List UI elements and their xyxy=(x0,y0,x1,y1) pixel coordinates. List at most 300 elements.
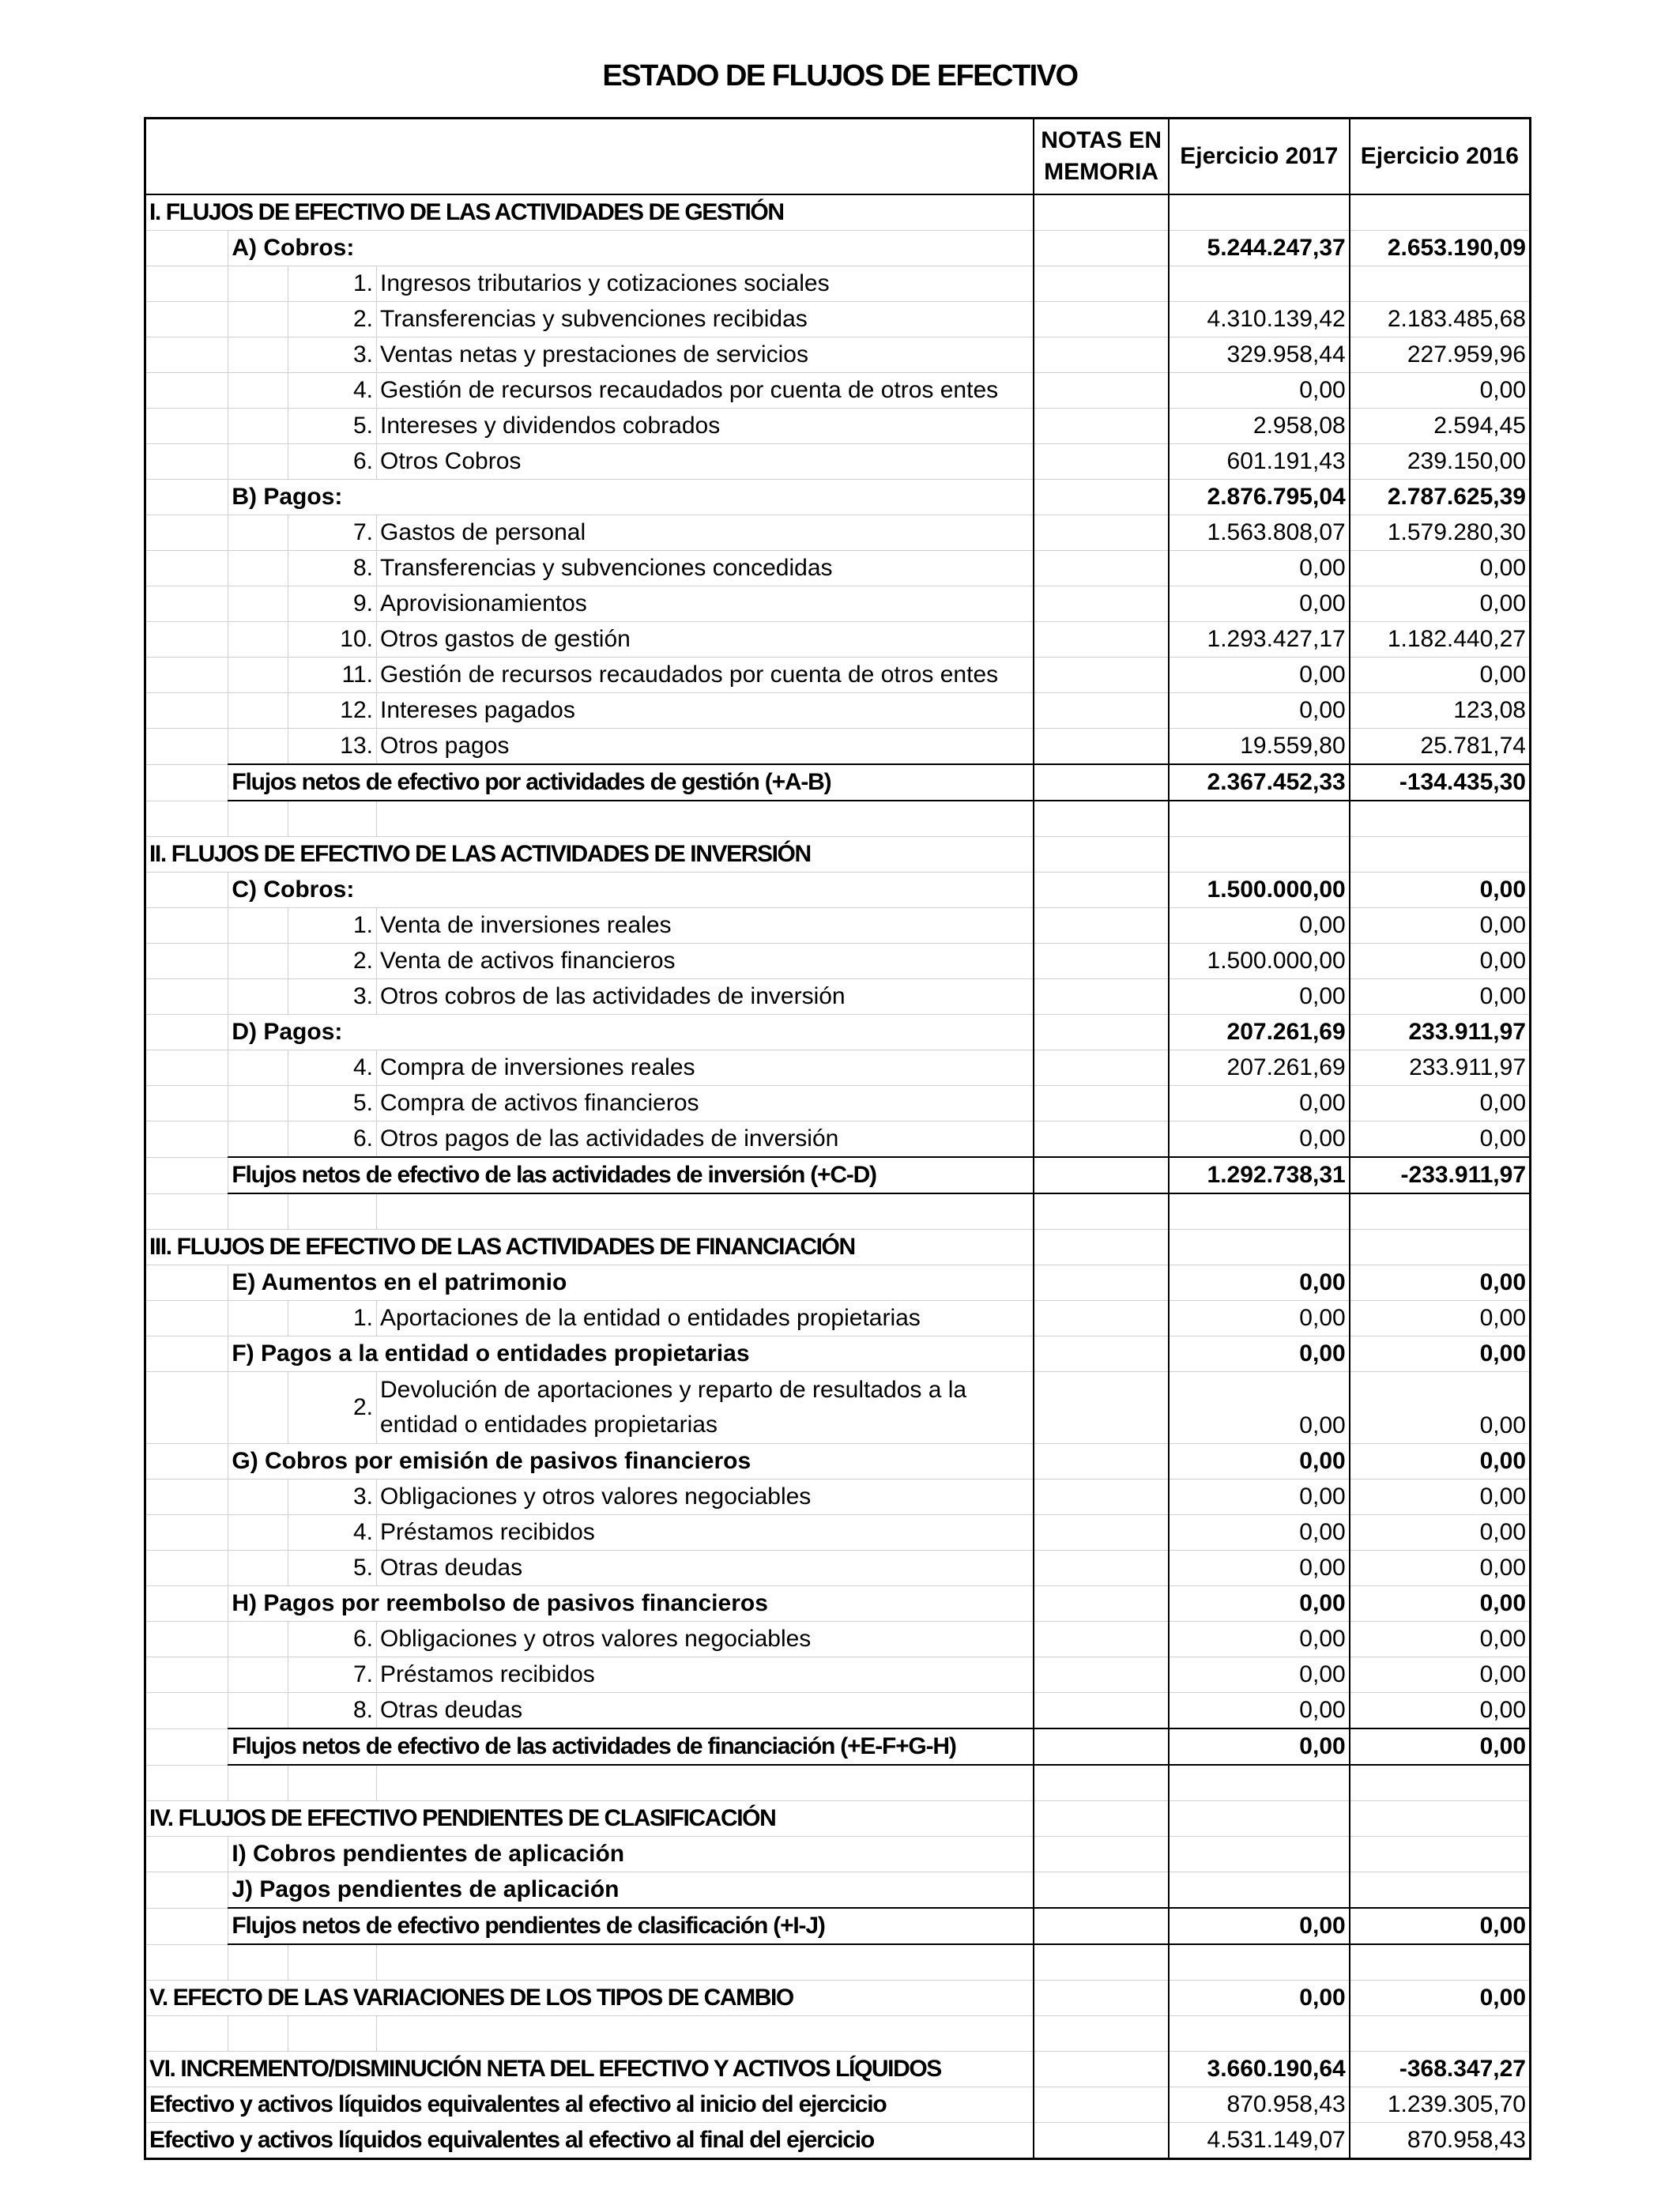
item-label: Aprovisionamientos xyxy=(376,586,1034,622)
value-2016 xyxy=(1350,1193,1531,1230)
total-label: Flujos netos de efectivo por actividades de gestión (+A-B) xyxy=(228,764,1034,801)
notas-cell xyxy=(1034,1657,1169,1693)
value-2017: 0,00 xyxy=(1169,1301,1350,1336)
notas-cell xyxy=(1034,266,1169,302)
indent-cell xyxy=(228,1050,288,1086)
table-row xyxy=(145,1157,1531,1193)
item-number: 1. xyxy=(288,266,376,302)
blank-cell xyxy=(376,801,1034,837)
indent-cell xyxy=(145,1301,228,1336)
table-row xyxy=(145,1515,1531,1551)
table-row xyxy=(145,480,1531,515)
table-row xyxy=(145,1908,1531,1944)
blank-cell xyxy=(145,1765,228,1801)
value-2016 xyxy=(1350,1801,1531,1837)
value-2016: 0,00 xyxy=(1350,1908,1531,1944)
indent-cell xyxy=(145,1872,228,1909)
indent-cell xyxy=(228,1551,288,1586)
value-2017 xyxy=(1169,801,1350,837)
value-2016: -134.435,30 xyxy=(1350,764,1531,801)
table-row xyxy=(145,1728,1531,1765)
value-2017 xyxy=(1169,1765,1350,1801)
section-heading: I. FLUJOS DE EFECTIVO DE LAS ACTIVIDADES DE GESTIÓN xyxy=(145,194,1034,231)
value-2017: 19.559,80 xyxy=(1169,729,1350,765)
group-label: I) Cobros pendientes de aplicación xyxy=(228,1837,1034,1872)
indent-cell xyxy=(145,693,228,729)
indent-cell xyxy=(228,266,288,302)
notas-cell xyxy=(1034,1193,1169,1230)
blank-cell xyxy=(228,801,288,837)
item-number: 12. xyxy=(288,693,376,729)
item-label: Gestión de recursos recaudados por cuenta de otros entes xyxy=(376,373,1034,409)
blank-cell xyxy=(145,801,228,837)
value-2016: 0,00 xyxy=(1350,1515,1531,1551)
table-row xyxy=(145,194,1531,231)
value-2017 xyxy=(1169,1944,1350,1981)
item-label: Ventas netas y prestaciones de servicios xyxy=(376,337,1034,373)
item-number: 10. xyxy=(288,622,376,658)
indent-cell xyxy=(145,1086,228,1122)
value-2016: 0,00 xyxy=(1350,1372,1531,1444)
value-2016: 2.594,45 xyxy=(1350,409,1531,444)
table-row xyxy=(145,586,1531,622)
table-row xyxy=(145,1015,1531,1050)
value-2016 xyxy=(1350,837,1531,873)
value-2017: 1.292.738,31 xyxy=(1169,1157,1350,1193)
item-number: 3. xyxy=(288,1480,376,1515)
indent-cell xyxy=(228,1301,288,1336)
item-label: Gastos de personal xyxy=(376,515,1034,551)
notas-cell xyxy=(1034,1765,1169,1801)
blank-cell xyxy=(376,1765,1034,1801)
table-row xyxy=(145,1086,1531,1122)
total-label: Flujos netos de efectivo de las actividades de financiación (+E-F+G-H) xyxy=(228,1728,1034,1765)
indent-cell xyxy=(145,944,228,979)
page-title: ESTADO DE FLUJOS DE EFECTIVO xyxy=(602,59,1078,92)
value-2016: 2.787.625,39 xyxy=(1350,480,1531,515)
group-label: C) Cobros: xyxy=(228,873,1034,908)
value-2017: 1.500.000,00 xyxy=(1169,944,1350,979)
table-body xyxy=(145,194,1531,2159)
value-2017: 0,00 xyxy=(1169,373,1350,409)
item-number: 2. xyxy=(288,302,376,337)
table-row xyxy=(145,1301,1531,1336)
table-row xyxy=(145,1981,1531,2016)
table-row xyxy=(145,873,1531,908)
table-row xyxy=(145,1801,1531,1837)
item-number: 3. xyxy=(288,337,376,373)
item-label: Préstamos recibidos xyxy=(376,1657,1034,1693)
value-2017: 4.310.139,42 xyxy=(1169,302,1350,337)
section-heading: V. EFECTO DE LAS VARIACIONES DE LOS TIPOS DE CAMBIO xyxy=(145,1981,1034,2016)
value-2017 xyxy=(1169,1837,1350,1872)
indent-cell xyxy=(228,729,288,765)
value-2017: 0,00 xyxy=(1169,1586,1350,1622)
table-row xyxy=(145,1551,1531,1586)
header-row xyxy=(145,119,1531,195)
notas-cell xyxy=(1034,1728,1169,1765)
notas-cell xyxy=(1034,337,1169,373)
value-2017: 870.958,43 xyxy=(1169,2087,1350,2123)
indent-cell xyxy=(145,1265,228,1301)
item-number: 5. xyxy=(288,1551,376,1586)
value-2016: 233.911,97 xyxy=(1350,1015,1531,1050)
value-2017: 0,00 xyxy=(1169,1122,1350,1158)
item-number: 2. xyxy=(288,944,376,979)
group-label: D) Pagos: xyxy=(228,1015,1034,1050)
item-label: Compra de inversiones reales xyxy=(376,1050,1034,1086)
notas-cell xyxy=(1034,1586,1169,1622)
indent-cell xyxy=(145,337,228,373)
table-row xyxy=(145,2052,1531,2087)
indent-cell xyxy=(228,1480,288,1515)
group-label: J) Pagos pendientes de aplicación xyxy=(228,1872,1034,1909)
table-row xyxy=(145,1230,1531,1265)
indent-cell xyxy=(228,944,288,979)
value-2017 xyxy=(1169,266,1350,302)
indent-cell xyxy=(228,1086,288,1122)
group-label: G) Cobros por emisión de pasivos financieros xyxy=(228,1444,1034,1480)
indent-cell xyxy=(228,622,288,658)
notas-cell xyxy=(1034,729,1169,765)
value-2016: 0,00 xyxy=(1350,586,1531,622)
item-label: Otros gastos de gestión xyxy=(376,622,1034,658)
value-2016: 2.653.190,09 xyxy=(1350,231,1531,266)
value-2016 xyxy=(1350,266,1531,302)
notas-cell xyxy=(1034,194,1169,231)
value-2017: 207.261,69 xyxy=(1169,1015,1350,1050)
value-2016: 123,08 xyxy=(1350,693,1531,729)
indent-cell xyxy=(228,693,288,729)
value-2017 xyxy=(1169,1230,1350,1265)
value-2016: 0,00 xyxy=(1350,1657,1531,1693)
item-label: Compra de activos financieros xyxy=(376,1086,1034,1122)
table-row xyxy=(145,515,1531,551)
blank-cell xyxy=(288,2016,376,2052)
indent-cell xyxy=(145,480,228,515)
indent-cell xyxy=(145,1837,228,1872)
notas-cell xyxy=(1034,1693,1169,1729)
indent-cell xyxy=(145,1336,228,1372)
value-2017: 0,00 xyxy=(1169,1981,1350,2016)
value-2016 xyxy=(1350,1944,1531,1981)
value-2017: 0,00 xyxy=(1169,1372,1350,1444)
indent-cell xyxy=(145,873,228,908)
indent-cell xyxy=(228,337,288,373)
blank-cell xyxy=(228,2016,288,2052)
section-heading: VI. INCREMENTO/DISMINUCIÓN NETA DEL EFECTIVO Y ACTIVOS LÍQUIDOS xyxy=(145,2052,1034,2087)
item-number: 4. xyxy=(288,1050,376,1086)
notas-cell xyxy=(1034,2087,1169,2123)
indent-cell xyxy=(145,373,228,409)
item-number: 4. xyxy=(288,1515,376,1551)
value-2017: 0,00 xyxy=(1169,551,1350,586)
group-label: H) Pagos por reembolso de pasivos financieros xyxy=(228,1586,1034,1622)
value-2017: 0,00 xyxy=(1169,693,1350,729)
indent-cell xyxy=(145,729,228,765)
indent-cell xyxy=(228,444,288,480)
table-row xyxy=(145,1122,1531,1158)
value-2017: 1.293.427,17 xyxy=(1169,622,1350,658)
blank-cell xyxy=(376,2016,1034,2052)
blank-cell xyxy=(376,1193,1034,1230)
value-2016: 0,00 xyxy=(1350,1622,1531,1657)
notas-cell xyxy=(1034,1015,1169,1050)
notas-cell xyxy=(1034,801,1169,837)
item-number: 6. xyxy=(288,1122,376,1158)
notas-cell xyxy=(1034,764,1169,801)
notas-cell xyxy=(1034,622,1169,658)
value-2016: 0,00 xyxy=(1350,1693,1531,1729)
table-row xyxy=(145,266,1531,302)
indent-cell xyxy=(145,586,228,622)
item-number: 6. xyxy=(288,444,376,480)
item-label: Obligaciones y otros valores negociables xyxy=(376,1622,1034,1657)
value-2016: 0,00 xyxy=(1350,658,1531,693)
value-2017: 1.500.000,00 xyxy=(1169,873,1350,908)
final-label: Efectivo y activos líquidos equivalentes al efectivo al inicio del ejercicio xyxy=(145,2087,1034,2123)
value-2016: 0,00 xyxy=(1350,1728,1531,1765)
indent-cell xyxy=(145,1444,228,1480)
indent-cell xyxy=(228,551,288,586)
table-row xyxy=(145,764,1531,801)
item-number: 7. xyxy=(288,515,376,551)
item-label: Intereses y dividendos cobrados xyxy=(376,409,1034,444)
indent-cell xyxy=(145,1050,228,1086)
item-label: Otras deudas xyxy=(376,1551,1034,1586)
final-label: Efectivo y activos líquidos equivalentes al efectivo al final del ejercicio xyxy=(145,2123,1034,2159)
notas-cell xyxy=(1034,1444,1169,1480)
table-row xyxy=(145,1372,1531,1444)
notas-cell xyxy=(1034,480,1169,515)
notas-cell xyxy=(1034,873,1169,908)
notas-cell xyxy=(1034,2016,1169,2052)
value-2017: 0,00 xyxy=(1169,1728,1350,1765)
value-2016: 0,00 xyxy=(1350,1444,1531,1480)
table-row xyxy=(145,1837,1531,1872)
value-2017: 0,00 xyxy=(1169,658,1350,693)
table-row xyxy=(145,837,1531,873)
item-number: 3. xyxy=(288,979,376,1015)
indent-cell xyxy=(228,1515,288,1551)
notas-cell xyxy=(1034,1551,1169,1586)
value-2017 xyxy=(1169,194,1350,231)
item-label: Gestión de recursos recaudados por cuenta de otros entes xyxy=(376,658,1034,693)
value-2016 xyxy=(1350,194,1531,231)
value-2016 xyxy=(1350,1837,1531,1872)
value-2016: 0,00 xyxy=(1350,1265,1531,1301)
header-2016: Ejercicio 2016 xyxy=(1350,119,1531,195)
item-label xyxy=(376,1372,1034,1444)
item-label: Aportaciones de la entidad o entidades propietarias xyxy=(376,1301,1034,1336)
notas-cell xyxy=(1034,1981,1169,2016)
header-2017: Ejercicio 2017 xyxy=(1169,119,1350,195)
value-2017: 0,00 xyxy=(1169,1336,1350,1372)
notas-cell xyxy=(1034,373,1169,409)
item-label: Préstamos recibidos xyxy=(376,1515,1034,1551)
group-label: B) Pagos: xyxy=(228,480,1034,515)
value-2016: 0,00 xyxy=(1350,373,1531,409)
group-label: E) Aumentos en el patrimonio xyxy=(228,1265,1034,1301)
value-2016: -233.911,97 xyxy=(1350,1157,1531,1193)
table-row xyxy=(145,231,1531,266)
notas-cell xyxy=(1034,693,1169,729)
indent-cell xyxy=(145,1157,228,1193)
indent-cell xyxy=(228,1657,288,1693)
blank-cell xyxy=(228,1765,288,1801)
table-row xyxy=(145,2087,1531,2123)
item-label: Otros pagos de las actividades de inversión xyxy=(376,1122,1034,1158)
value-2016 xyxy=(1350,2016,1531,2052)
indent-cell xyxy=(145,1586,228,1622)
blank-cell xyxy=(288,801,376,837)
indent-cell xyxy=(145,1122,228,1158)
indent-cell xyxy=(228,409,288,444)
value-2017 xyxy=(1169,1801,1350,1837)
item-label: Obligaciones y otros valores negociables xyxy=(376,1480,1034,1515)
value-2017: 0,00 xyxy=(1169,908,1350,944)
indent-cell xyxy=(228,515,288,551)
cash-flow-table xyxy=(144,117,1531,2160)
notas-cell xyxy=(1034,515,1169,551)
indent-cell xyxy=(145,444,228,480)
table-row xyxy=(145,979,1531,1015)
value-2016: -368.347,27 xyxy=(1350,2052,1531,2087)
item-number: 4. xyxy=(288,373,376,409)
indent-cell xyxy=(145,1480,228,1515)
item-number: 1. xyxy=(288,908,376,944)
table-row xyxy=(145,1336,1531,1372)
notas-cell xyxy=(1034,2052,1169,2087)
notas-cell xyxy=(1034,944,1169,979)
item-label: Otros pagos xyxy=(376,729,1034,765)
header-notas: NOTAS EN MEMORIA xyxy=(1034,119,1169,195)
blank-row xyxy=(145,1944,1531,1981)
notas-cell xyxy=(1034,1230,1169,1265)
table-row xyxy=(145,373,1531,409)
value-2017 xyxy=(1169,1193,1350,1230)
value-2017: 2.958,08 xyxy=(1169,409,1350,444)
item-number: 5. xyxy=(288,409,376,444)
value-2017: 0,00 xyxy=(1169,1265,1350,1301)
indent-cell xyxy=(145,551,228,586)
table-row xyxy=(145,729,1531,765)
value-2016: 0,00 xyxy=(1350,1480,1531,1515)
blank-row xyxy=(145,2016,1531,2052)
item-label: Transferencias y subvenciones recibidas xyxy=(376,302,1034,337)
table-row xyxy=(145,1622,1531,1657)
table-row xyxy=(145,1693,1531,1729)
value-2016: 1.579.280,30 xyxy=(1350,515,1531,551)
indent-cell xyxy=(145,409,228,444)
indent-cell xyxy=(228,979,288,1015)
value-2016: 227.959,96 xyxy=(1350,337,1531,373)
item-number: 5. xyxy=(288,1086,376,1122)
indent-cell xyxy=(145,1551,228,1586)
notas-cell xyxy=(1034,1122,1169,1158)
table-row xyxy=(145,1444,1531,1480)
item-label: Venta de activos financieros xyxy=(376,944,1034,979)
table-row xyxy=(145,908,1531,944)
notas-cell xyxy=(1034,1515,1169,1551)
value-2017: 207.261,69 xyxy=(1169,1050,1350,1086)
value-2017: 3.660.190,64 xyxy=(1169,2052,1350,2087)
value-2017 xyxy=(1169,1872,1350,1909)
item-number: 11. xyxy=(288,658,376,693)
section-heading: III. FLUJOS DE EFECTIVO DE LAS ACTIVIDADES DE FINANCIACIÓN xyxy=(145,1230,1034,1265)
item-number: 13. xyxy=(288,729,376,765)
value-2017: 0,00 xyxy=(1169,1515,1350,1551)
blank-cell xyxy=(228,1944,288,1981)
value-2017: 4.531.149,07 xyxy=(1169,2123,1350,2159)
item-number: 8. xyxy=(288,551,376,586)
item-number: 6. xyxy=(288,1622,376,1657)
value-2017: 0,00 xyxy=(1169,1657,1350,1693)
value-2017 xyxy=(1169,837,1350,873)
notas-cell xyxy=(1034,444,1169,480)
value-2016: 25.781,74 xyxy=(1350,729,1531,765)
notas-cell xyxy=(1034,1265,1169,1301)
notas-cell xyxy=(1034,2123,1169,2159)
item-label: Transferencias y subvenciones concedidas xyxy=(376,551,1034,586)
table-row xyxy=(145,551,1531,586)
blank-cell xyxy=(145,2016,228,2052)
notas-cell xyxy=(1034,586,1169,622)
indent-cell xyxy=(145,1693,228,1729)
item-number: 7. xyxy=(288,1657,376,1693)
total-label: Flujos netos de efectivo pendientes de clasificación (+I-J) xyxy=(228,1908,1034,1944)
table-row xyxy=(145,693,1531,729)
table-row xyxy=(145,1586,1531,1622)
notas-cell xyxy=(1034,551,1169,586)
value-2016: 0,00 xyxy=(1350,979,1531,1015)
value-2017: 0,00 xyxy=(1169,1086,1350,1122)
notas-cell xyxy=(1034,1050,1169,1086)
table-row xyxy=(145,944,1531,979)
notas-cell xyxy=(1034,1801,1169,1837)
value-2017: 0,00 xyxy=(1169,1693,1350,1729)
indent-cell xyxy=(228,302,288,337)
item-number: 8. xyxy=(288,1693,376,1729)
indent-cell xyxy=(145,658,228,693)
item-label: Venta de inversiones reales xyxy=(376,908,1034,944)
indent-cell xyxy=(145,302,228,337)
value-2016: 0,00 xyxy=(1350,1086,1531,1122)
indent-cell xyxy=(228,658,288,693)
blank-cell xyxy=(288,1193,376,1230)
indent-cell xyxy=(145,1515,228,1551)
value-2016: 0,00 xyxy=(1350,873,1531,908)
notas-cell xyxy=(1034,1622,1169,1657)
section-heading: II. FLUJOS DE EFECTIVO DE LAS ACTIVIDADES DE INVERSIÓN xyxy=(145,837,1034,873)
indent-cell xyxy=(145,515,228,551)
value-2016: 2.183.485,68 xyxy=(1350,302,1531,337)
item-label: Otras deudas xyxy=(376,1693,1034,1729)
table-row xyxy=(145,1265,1531,1301)
blank-row xyxy=(145,1193,1531,1230)
blank-row xyxy=(145,801,1531,837)
indent-cell xyxy=(145,266,228,302)
notas-cell xyxy=(1034,1157,1169,1193)
table-row xyxy=(145,658,1531,693)
indent-cell xyxy=(228,586,288,622)
value-2017: 5.244.247,37 xyxy=(1169,231,1350,266)
item-label-text: Devolución de aportaciones y reparto de resultados a la entidad o entidades propietarias xyxy=(379,1377,967,1438)
value-2016: 239.150,00 xyxy=(1350,444,1531,480)
item-number: 2. xyxy=(288,1372,376,1444)
notas-cell xyxy=(1034,979,1169,1015)
value-2016 xyxy=(1350,1230,1531,1265)
